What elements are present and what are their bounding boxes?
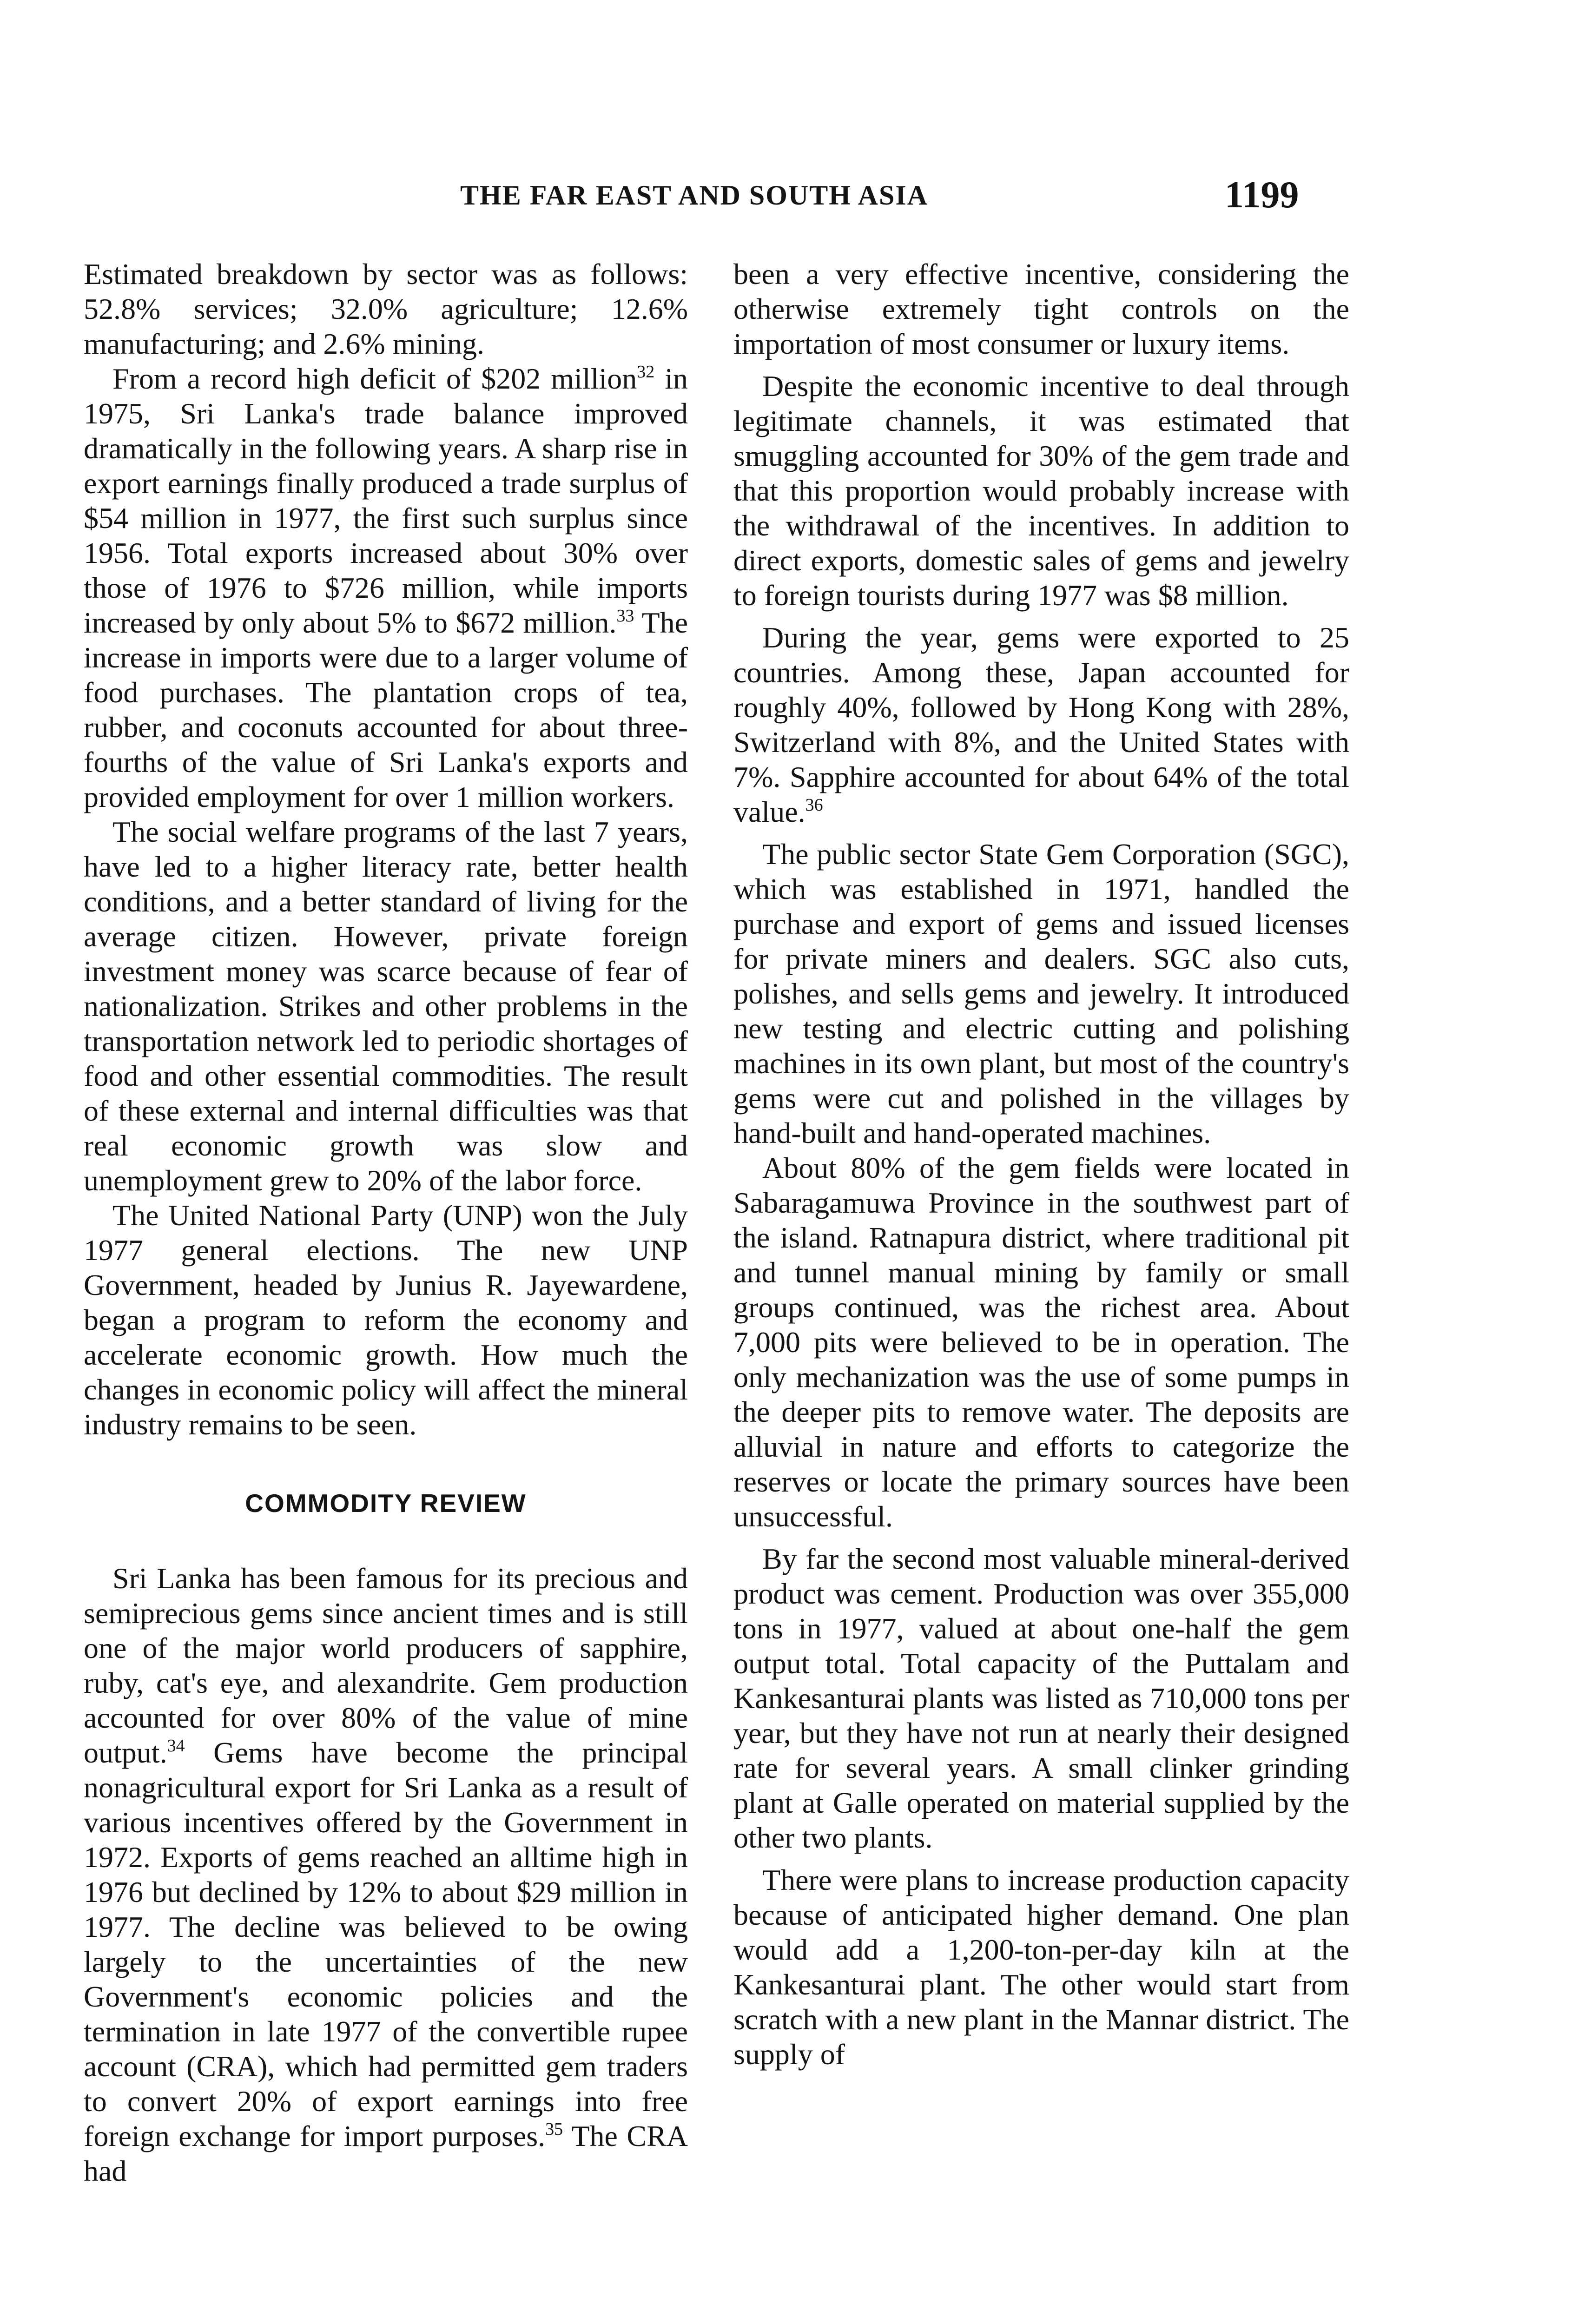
paragraph-text: in 1975, Sri Lanka's trade balance improved dramatically in the following years. A sharp rise in export earnings finally produced a trade surplus of $54 million in 1977, the first such surplus since 1956. Total exports increased about 30% over those of 1976 to $726 million, while imports increased by only about 5% to $672 million. [84, 362, 688, 639]
paragraph-text: The increase in imports were due to a larger volume of food purchases. The plantation crops of tea, rubber, and coconuts accounted for about three-fourths of the value of Sri Lanka's exports and provided employment for over 1 million workers. [84, 606, 688, 813]
footnote-ref: 36 [805, 795, 823, 815]
footnote-ref: 35 [545, 2119, 563, 2139]
paragraph-text: From a record high deficit of $202 million [112, 362, 637, 395]
paragraph-state-gem-corporation: The public sector State Gem Corporation (SGC), which was established in 1971, handled the purchase and export of gems and issued licenses for private miners and dealers. SGC also cuts, polishes, and sells gems and jewelry. It introduced new testing and electric cutting and polishing machines in its own plant, but most of the country's gems were cut and polished in the villages by hand-built and hand-operated machines. [733, 838, 1349, 1149]
paragraph-gem-fields: About 80% of the gem fields were located in Sabaragamuwa Province in the southwest part of the island. Ratnapura district, where traditional pit and tunnel manual mining by family or small groups continued, was the richest area. About 7,000 pits were believed to be in operation. The only mechanization was the use of some pumps in the deeper pits to remove water. The deposits are alluvial in nature and efforts to categorize the reserves or locate the primary sources have been unsuccessful. [733, 1151, 1349, 1533]
footnote-ref: 34 [167, 1736, 185, 1756]
footnote-ref: 33 [616, 606, 634, 626]
paragraph-text: During the year, gems were exported to 25 countries. Among these, Japan accounted for roughly 40%, followed by Hong Kong with 28%, Switzerland with 8%, and the United States with 7%. Sapphire accounted for about 64% of the total value. [733, 621, 1349, 828]
footnote-ref: 32 [637, 362, 655, 382]
page-number: 1199 [1225, 173, 1299, 216]
paragraph-text: Gems have become the principal nonagricultural export for Sri Lanka as a result of various incentives offered by the Government in 1972. Exports of gems reached an alltime high in 1976 but declined by 12% to about $29 million in 1977. The decline was believed to be owing largely to the uncertainties of the new Government's economic policies and the termination in late 1977 of the convertible rupee account (CRA), which had permitted gem traders to convert 20% of export earnings into free foreign exchange for import purposes. [84, 1736, 688, 2152]
paragraph-trade-balance [84, 361, 688, 814]
paragraph-sector-breakdown: Estimated breakdown by sector was as follows: 52.8% services; 32.0% agriculture; 12.6% manufacturing; and 2.6% mining. [84, 257, 688, 360]
paragraph-gems-intro [84, 1561, 688, 2188]
section-heading-commodity-review: COMMODITY REVIEW [245, 1489, 527, 1518]
paragraph-production-plans: There were plans to increase production capacity because of anticipated higher demand. One plan would add a 1,200-ton-per-day kiln at the Kankesanturai plant. The other would start from scratch with a new plant in the Mannar district. The supply of [733, 1863, 1349, 2071]
left-column [84, 257, 688, 2188]
paragraph-text: The CRA had [84, 2119, 688, 2187]
paragraph-unp-elections: The United National Party (UNP) won the July 1977 general elections. The new UNP Government, headed by Junius R. Jayewardene, began a program to reform the economy and accelerate economic growth. How much the changes in economic policy will affect the mineral industry remains to be seen. [84, 1199, 688, 1441]
paragraph-text: Sri Lanka has been famous for its precious and semiprecious gems since ancient times and is still one of the major world producers of sapphire, ruby, cat's eye, and alexandrite. Gem production accounted for over 80% of the value of mine output. [84, 1562, 688, 1769]
right-column [733, 257, 1349, 2072]
paragraph-social-welfare: The social welfare programs of the last 7 years, have led to a higher literacy rate, better health conditions, and a better standard of living for the average citizen. However, private foreign investment money was scarce because of fear of nationalization. Strikes and other problems in the transportation network led to periodic shortages of food and other essential commodities. The result of these external and internal difficulties was that real economic growth was slow and unemployment grew to 20% of the labor force. [84, 815, 688, 1197]
running-head: THE FAR EAST AND SOUTH ASIA [460, 180, 929, 211]
paragraph-gem-exports [733, 620, 1349, 829]
paragraph-cement: By far the second most valuable mineral-derived product was cement. Production was over 355,000 tons in 1977, valued at about one-half the gem output total. Total capacity of the Puttalam and Kankesanturai plants was listed as 710,000 tons per year, but they have not run at nearly their designed rate for several years. A small clinker grinding plant at Galle operated on material supplied by the other two plants. [733, 1542, 1349, 1854]
paragraph-smuggling: Despite the economic incentive to deal through legitimate channels, it was estimated that smuggling accounted for 30% of the gem trade and that this proportion would probably increase with the withdrawal of the incentives. In addition to direct exports, domestic sales of gems and jewelry to foreign tourists during 1977 was $8 million. [733, 370, 1349, 612]
paragraph-cra-continued: been a very effective incentive, considering the otherwise extremely tight controls on the importation of most consumer or luxury items. [733, 257, 1349, 360]
